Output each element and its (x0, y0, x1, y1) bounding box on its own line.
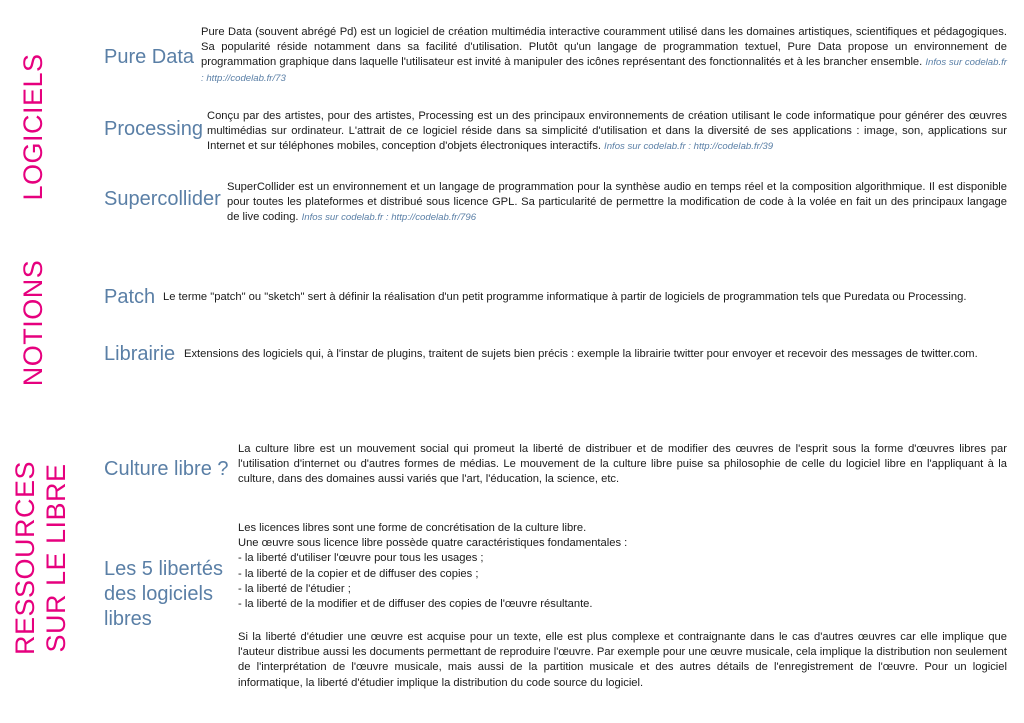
link-supercollider[interactable]: Infos sur codelab.fr : http://codelab.fr/796 (301, 212, 477, 224)
libertes-item-3: - la liberté de l'étudier ; (238, 582, 351, 595)
term-supercollider: Supercollider (104, 188, 221, 210)
desc-librairie: Extensions des logiciels qui, à l'instar de plugins, traitent de sujets bien précis : exemple la librairie twitter pour envoyer et recevoir des messages de twitter.com. (184, 348, 978, 360)
desc-culture-libre: La culture libre est un mouvement social qui promeut la liberté de distribuer et de modifier des œuvres de l'esprit sous la forme d'œuvres libres par l'utilisation d'internet ou d'autres formes de médias. Le mouvement de la culture libre puise sa philosophie de celle du logiciel libre en l'appliquant à la culture, dans des domaines aussi variés que l'art, l'éducation, la science, etc. (238, 443, 1007, 486)
desc-supercollider-text: SuperCollider est un environnement et un langage de programmation pour la synthèse audio en temps réel et la composition algorithmique. Il est disponible pour toutes les plateformes et distribué sous licence GPL. Sa particularité de permettre la modification de code à la volée en fait un des principaux langage de live coding. (227, 181, 1007, 224)
desc-processing (207, 109, 1007, 155)
section-title-notions: NOTIONS (18, 259, 48, 387)
term-cinq-libertes-line1: Les 5 libertés (104, 558, 223, 580)
term-pure-data: Pure Data (104, 46, 195, 68)
libertes-list (238, 521, 627, 612)
section-title-ressources-line2: SUR LE LIBRE (41, 463, 71, 653)
desc-pure-data-text: Pure Data (souvent abrégé Pd) est un logiciel de création multimédia interactive couramment utilisé dans les domaines artistiques, scientifiques et pédagogiques. Sa popularité réside notamment dans sa facilité d'utilisation. Plutôt qu'un langage de programmation textuel, Pure Data propose un environnement de programmation graphique dans laquelle l'utilisateur est invité à manipuler des icônes représentant des fonctionnalités et à les brancher ensemble. (201, 26, 1007, 69)
link-processing[interactable]: Infos sur codelab.fr : http://codelab.fr/39 (604, 141, 774, 153)
libertes-item-1: - la liberté d'utiliser l'œuvre pour tous les usages ; (238, 552, 484, 565)
term-librairie: Librairie (104, 343, 176, 365)
desc-patch: Le terme "patch" ou "sketch" sert à définir la réalisation d'un petit programme informatique à partir de logiciels de programmation tels que Puredata ou Processing. (163, 291, 967, 303)
term-culture-libre: Culture libre ? (104, 458, 229, 480)
term-processing: Processing (104, 118, 203, 140)
libertes-intro-2: Une œuvre sous licence libre possède quatre caractéristiques fondamentales : (238, 537, 628, 550)
section-title-ressources (10, 459, 72, 657)
libertes-intro-1: Les licences libres sont une forme de concrétisation de la culture libre. (238, 522, 587, 534)
desc-supercollider (227, 180, 1007, 226)
libertes-item-2: - la liberté de la copier et de diffuser des copies ; (238, 567, 479, 580)
term-cinq-libertes (104, 557, 223, 632)
desc-libertes-paragraph: Si la liberté d'étudier une œuvre est acquise pour un texte, elle est plus complexe et contraignante dans le cas d'autres œuvres car elle implique que l'auteur distribue aussi les documents permettant de reproduire l'œuvre. Par exemple pour une œuvre musicale, cela implique la distribution non seulement de l'interprétation de l'œuvre musicale, mais aussi de la partition musicale et des autres détails de l'enregistrement de l'œuvre. Pour un logiciel informatique, la liberté d'étudier implique la distribution du code source du logiciel. (238, 631, 1007, 689)
desc-pure-data (201, 25, 1007, 86)
libertes-item-4: - la liberté de la modifier et de diffuser des copies de l'œuvre résultante. (238, 598, 593, 611)
term-patch: Patch (104, 286, 156, 308)
section-title-logiciels: LOGICIELS (18, 53, 48, 201)
link-pure-data[interactable]: Infos sur codelab.fr : http://codelab.fr/73 (201, 57, 1008, 84)
term-cinq-libertes-line2: des logiciels (104, 583, 213, 605)
desc-processing-text: Conçu par des artistes, pour des artistes, Processing est un des principaux environnements de création utilisant le code informatique pour générer des œuvres multimédias sur ordinateur. L'attrait de ce logiciel réside dans sa simplicité d'utilisation et dans la diversité de ses applications : image, son, applications sur Internet et sur téléphones mobiles, conception d'objets électroniques interactifs. (207, 110, 1007, 153)
section-title-ressources-line1: RESSOURCES (10, 460, 40, 656)
term-cinq-libertes-line3: libres (104, 608, 152, 630)
